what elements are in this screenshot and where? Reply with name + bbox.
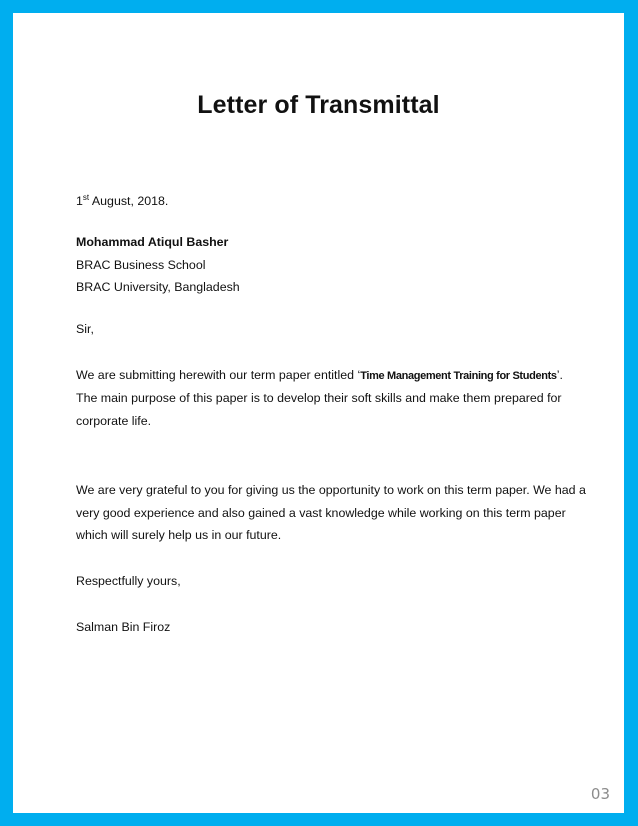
recipient-institution: BRAC University, Bangladesh	[76, 280, 240, 294]
salutation: Sir,	[76, 322, 94, 336]
paper-title: Time Management Training for Students	[360, 370, 557, 382]
page-number: 03	[590, 785, 610, 803]
paragraph2-line1: We are very grateful to you for giving us the opportunity to work on this term paper. We had a	[76, 483, 586, 497]
date-suffix: st	[82, 193, 90, 202]
letter-date	[76, 194, 168, 209]
paragraph1-line1	[76, 368, 563, 384]
letter-title: Letter of Transmittal	[197, 91, 440, 119]
paragraph2-line2: very good experience and also gained a vast knowledge while working on this term paper	[76, 506, 566, 520]
signature-name: Salman Bin Firoz	[76, 620, 171, 634]
paragraph1-tail: ’.	[556, 368, 563, 382]
recipient-name: Mohammad Atiqul Basher	[76, 235, 229, 249]
paragraph1-lead: We are submitting herewith our term paper entitled ‘	[76, 368, 361, 382]
date-day: 1	[76, 194, 83, 208]
closing: Respectfully yours,	[76, 574, 181, 588]
paragraph1-line3: corporate life.	[76, 414, 152, 428]
paragraph1-line2: The main purpose of this paper is to develop their soft skills and make them prepared for	[76, 391, 562, 405]
date-rest: August, 2018.	[89, 194, 169, 208]
paragraph2-line3: which will surely help us in our future.	[76, 528, 282, 542]
recipient-department: BRAC Business School	[76, 258, 206, 272]
